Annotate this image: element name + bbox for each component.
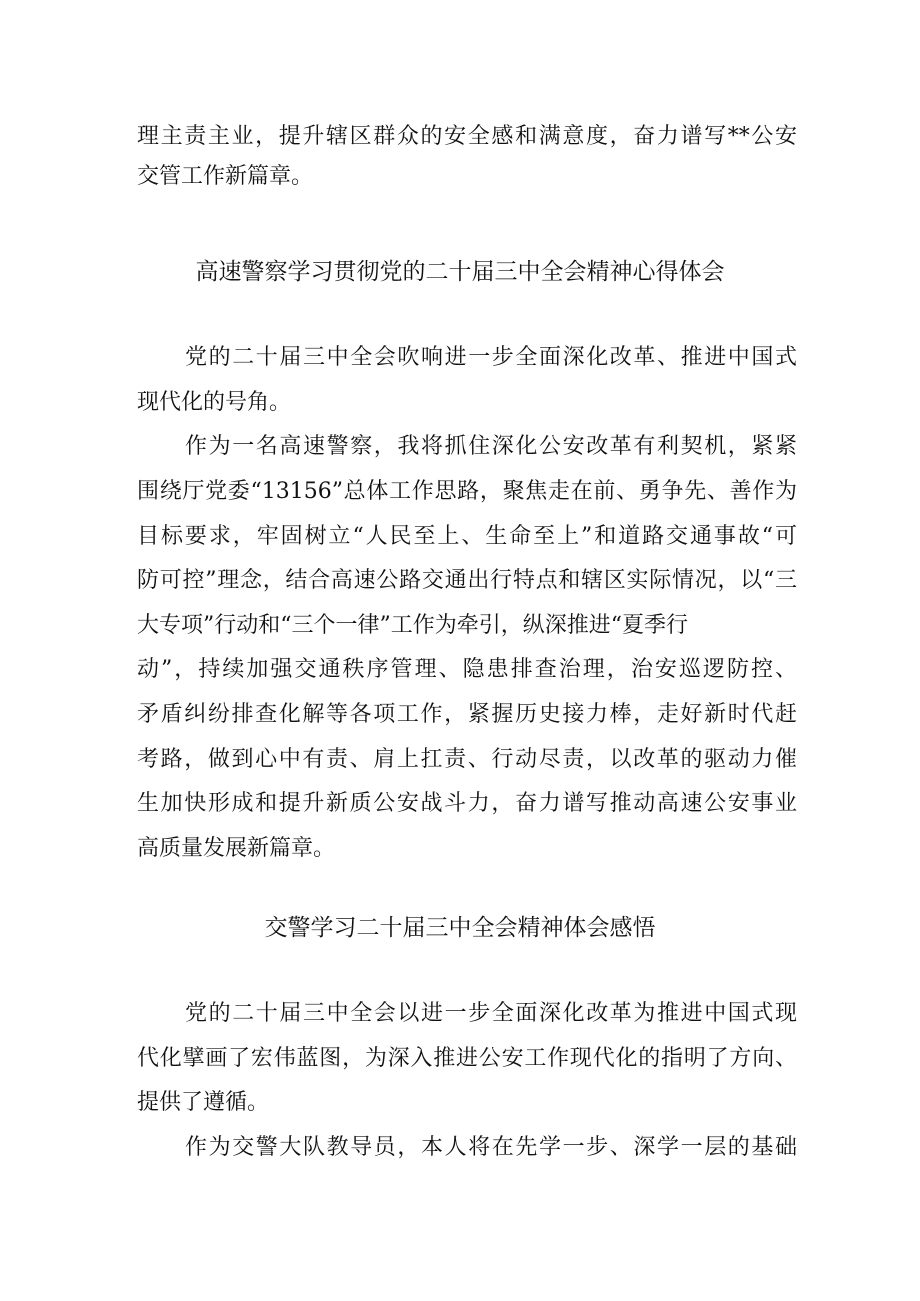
intro-line-2: 交管工作新篇章。	[137, 164, 314, 189]
section1-para2-line-1: 作为一名高速警察，我将抓住深化公安改革有利契机，紧紧	[185, 434, 797, 459]
section1-para2-line-6: 动”，持续加强交通秩序管理、隐患排查治理，治安巡逻防控、	[137, 657, 797, 682]
section2-title: 交警学习二十届三中全会精神体会感悟	[264, 915, 656, 941]
section1-para2-line-9: 生加快形成和提升新质公安战斗力，奋力谱写推动高速公安事业	[137, 791, 797, 816]
section1-para2-line-8: 考路，做到心中有责、肩上扛责、行动尽责，以改革的驱动力催	[137, 747, 797, 772]
section2-para1-line-1: 党的二十届三中全会以进一步全面深化改革为推进中国式现	[185, 1001, 797, 1026]
section1-para2-line-3: 目标要求，牢固树立“人民至上、生命至上”和道路交通事故“可	[137, 524, 797, 549]
section2-para2-line-1: 作为交警大队教导员，本人将在先学一步、深学一层的基础	[185, 1135, 797, 1160]
section1-para2-line-10: 高质量发展新篇章。	[137, 836, 336, 861]
section1-para2-line-7: 矛盾纠纷排查化解等各项工作，紧握历史接力棒，走好新时代赶	[137, 702, 797, 727]
section1-para2-line-4: 防可控”理念，结合高速公路交通出行特点和辖区实际情况，以“三	[137, 568, 797, 593]
section1-title: 高速警察学习贯彻党的二十届三中全会精神心得体会	[195, 259, 725, 285]
intro-line-1: 理主责主业，提升辖区群众的安全感和满意度，奋力谱写**公安	[137, 124, 797, 149]
section1-para1-line-1: 党的二十届三中全会吹响进一步全面深化改革、推进中国式	[185, 345, 797, 370]
section1-para1-line-2: 现代化的号角。	[137, 390, 292, 415]
section1-para2-line-2: 围绕厅党委“13156”总体工作思路，聚焦走在前、勇争先、善作为	[137, 479, 797, 504]
section2-para1-line-2: 代化擘画了宏伟蓝图，为深入推进公安工作现代化的指明了方向、	[137, 1046, 797, 1071]
section1-para2-line-5: 大专项”行动和“三个一律”工作为牵引，纵深推进“夏季行	[137, 613, 688, 638]
section2-para1-line-3: 提供了遵循。	[137, 1090, 270, 1115]
